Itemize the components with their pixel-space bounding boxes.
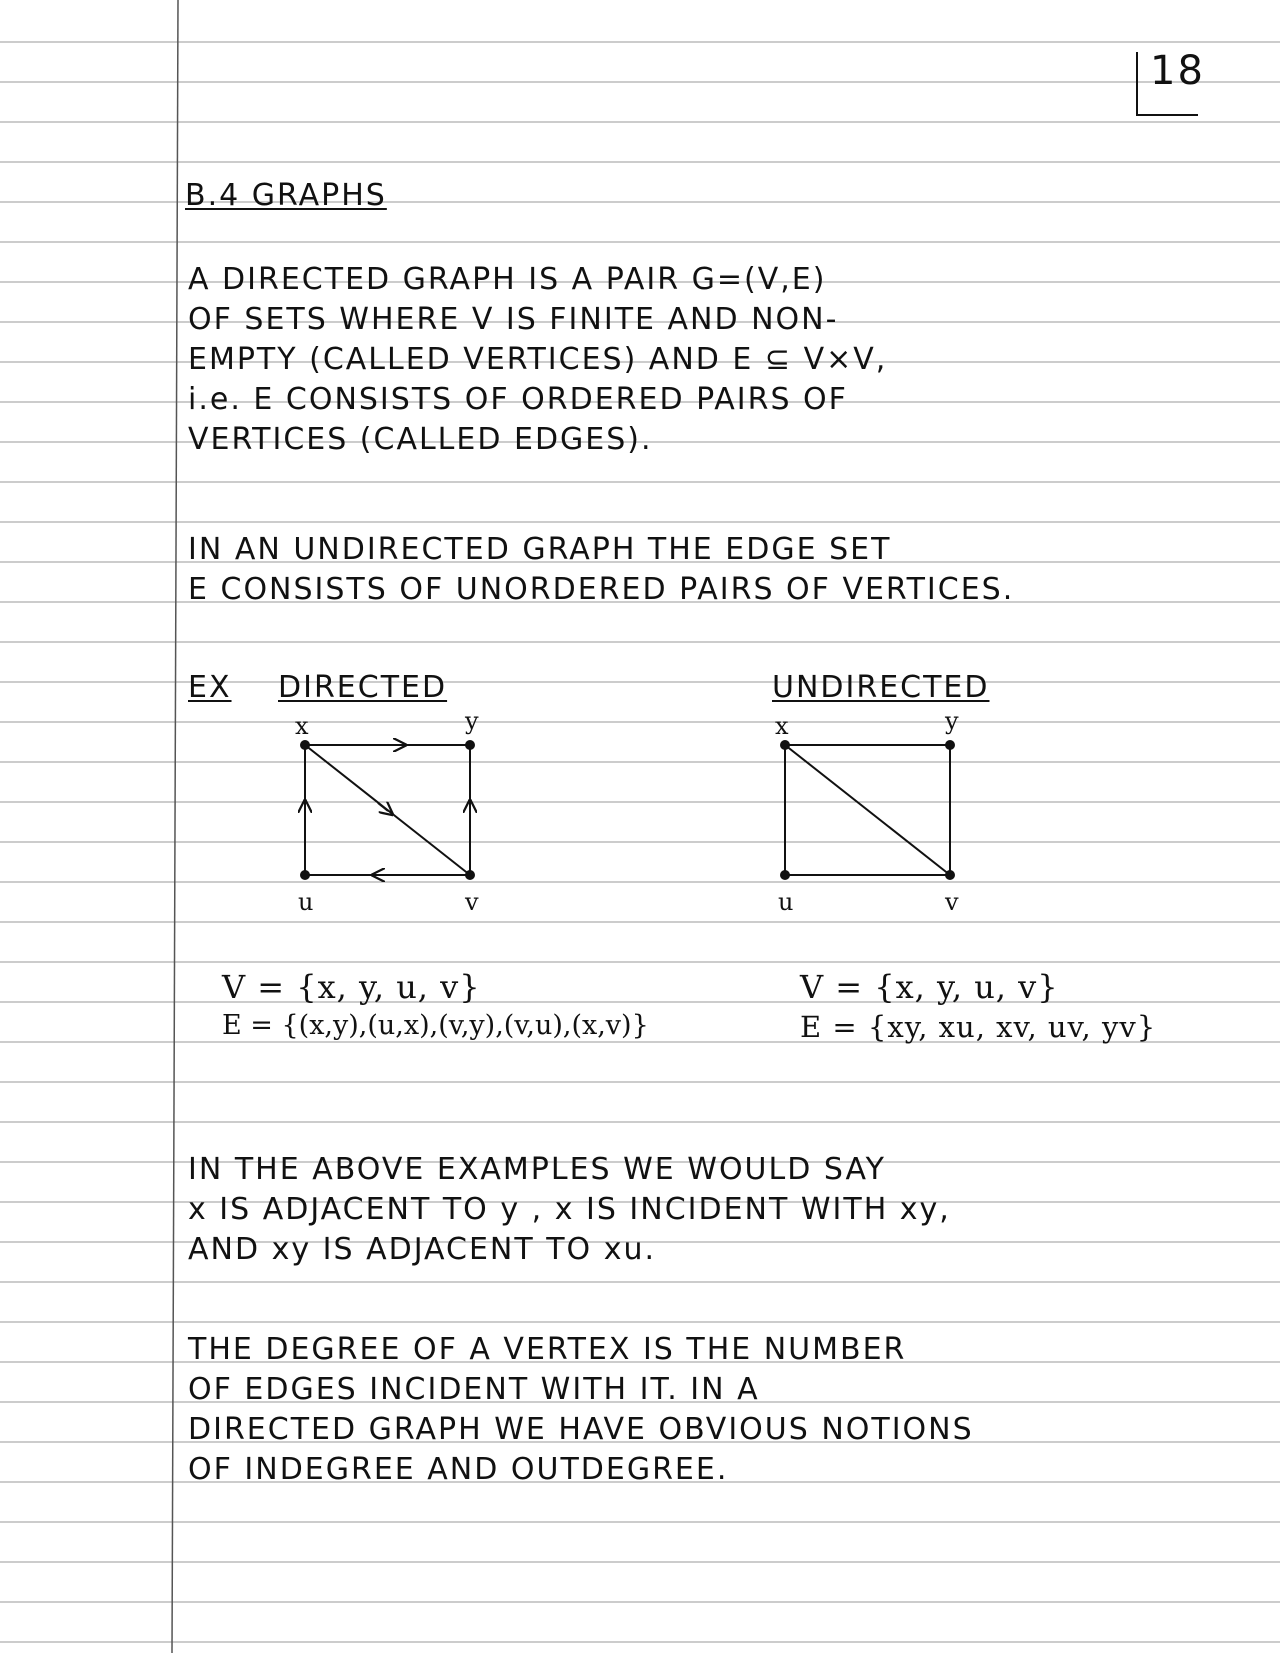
directed-vertex-label-x: x (295, 712, 311, 740)
vertex-y (945, 740, 955, 750)
directed-vertex-label-y: y (465, 707, 481, 735)
undirected-vertex-label-u: u (778, 888, 796, 916)
directed-edge-set: E = {(x,y),(u,x),(v,y),(v,u),(x,v)} (222, 1010, 649, 1041)
directed-example-title: DIRECTED (278, 670, 448, 705)
page-number: 18 (1150, 48, 1205, 94)
undirected-definition-line-1: IN AN UNDIRECTED GRAPH THE EDGE SET (188, 532, 892, 567)
undirected-example-title: UNDIRECTED (772, 670, 990, 705)
edge-x-v (785, 745, 950, 875)
vertex-x (780, 740, 790, 750)
vertex-u (780, 870, 790, 880)
margin-line (172, 0, 178, 1653)
directed-definition-line-5: VERTICES (CALLED EDGES). (188, 422, 653, 457)
vertex-x (300, 740, 310, 750)
undirected-edge-set: E = {xy, xu, xv, uv, yv} (800, 1010, 1157, 1044)
degree-note-line-2: OF EDGES INCIDENT WITH IT. IN A (188, 1372, 760, 1407)
undirected-vertex-label-x: x (775, 712, 791, 740)
directed-vertex-label-u: u (298, 888, 316, 916)
adjacency-note-line-1: IN THE ABOVE EXAMPLES WE WOULD SAY (188, 1152, 886, 1187)
degree-note-line-4: OF INDEGREE AND OUTDEGREE. (188, 1452, 729, 1487)
degree-note-line-1: THE DEGREE OF A VERTEX IS THE NUMBER (188, 1332, 907, 1367)
vertex-v (945, 870, 955, 880)
degree-note-line-3: DIRECTED GRAPH WE HAVE OBVIOUS NOTIONS (188, 1412, 974, 1447)
vertex-u (300, 870, 310, 880)
undirected-definition-line-2: E CONSISTS OF UNORDERED PAIRS OF VERTICES. (188, 572, 1015, 607)
vertex-y (465, 740, 475, 750)
example-label: EX (188, 670, 232, 705)
adjacency-note-line-2: x IS ADJACENT TO y , x IS INCIDENT WITH xy, (188, 1192, 951, 1227)
directed-definition-line-1: A DIRECTED GRAPH IS A PAIR G=(V,E) (188, 262, 827, 297)
directed-definition-line-4: i.e. E CONSISTS OF ORDERED PAIRS OF (188, 382, 848, 417)
undirected-vertex-label-y: y (945, 707, 961, 735)
undirected-vertex-label-v: v (945, 888, 961, 916)
directed-vertex-set: V = {x, y, u, v} (222, 968, 481, 1006)
section-title: B.4 GRAPHS (185, 178, 387, 213)
arrow-x-v (378, 803, 388, 811)
directed-definition-line-3: EMPTY (CALLED VERTICES) AND E ⊆ V×V, (188, 342, 888, 377)
directed-definition-line-2: OF SETS WHERE V IS FINITE AND NON- (188, 302, 839, 337)
undirected-vertex-set: V = {x, y, u, v} (800, 968, 1059, 1006)
vertex-v (465, 870, 475, 880)
directed-vertex-label-v: v (465, 888, 481, 916)
adjacency-note-line-3: AND xy IS ADJACENT TO xu. (188, 1232, 656, 1267)
